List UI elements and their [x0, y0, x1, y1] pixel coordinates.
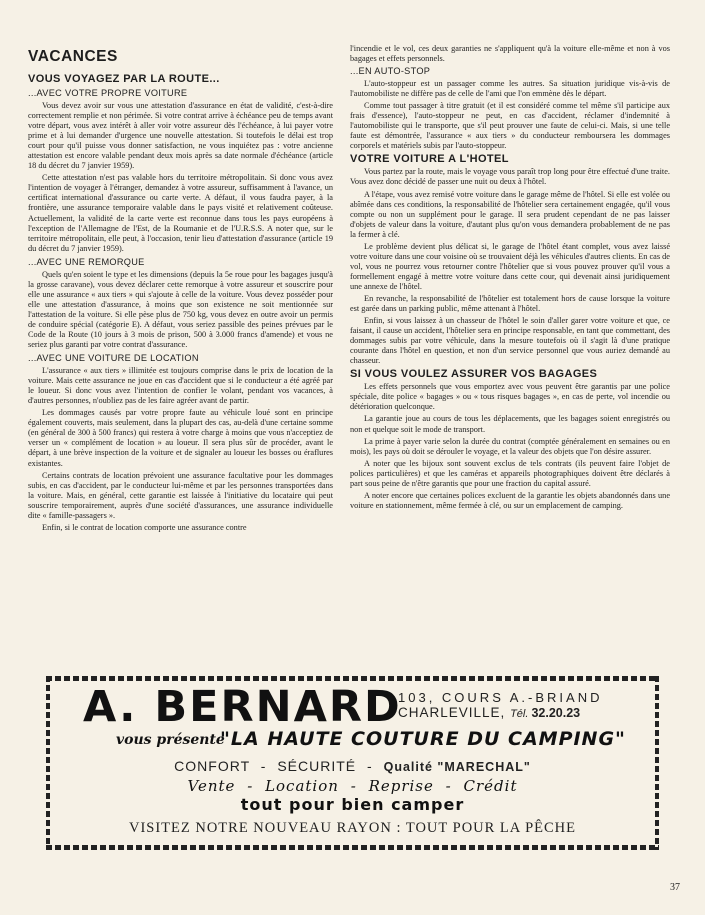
- ad-phone-label: Tél.: [510, 708, 529, 720]
- paragraph: Vous devez avoir sur vous une attestation d'assurance en état de validité, c'est-à-dire correctement remplie et non périmée. Si votre contrat arrive à échéance peu de temps avant votre départ, vous avez intérêt à aller voir votre assureur dès l'échéance, à lui payer votre prime et à lui demander d'urgence une nouvelle attestation. Si toutefois le délai est trop court pour qu'il puisse vous donner satisfaction, ne vous inquiétez pas : votre ancienne attestation est encore valable pendant deux mois après sa date normale d'échéance (article 18 du décret du 7 janvier 1959).: [28, 101, 333, 171]
- subheading-own-car: ...AVEC VOTRE PROPRE VOITURE: [28, 88, 188, 98]
- ad-separator: -: [260, 758, 267, 774]
- paragraph: Certains contrats de location prévoient une assurance facultative pour les dommages subis, en cas d'accident, par le conducteur lui-même et par les personnes transportées dans la voiture. Mais, en général, cette garantie est laissée à l'initiative du locataire qui peut souscrire temporairement, auprès d'une société d'assurances, une assurance individuelle dite « famille-passagers ».: [28, 470, 333, 520]
- ad-service: Crédit: [463, 777, 518, 795]
- paragraph: L'auto-stoppeur est un passager comme les autres. Sa situation juridique vis-à-vis de l'automobiliste ne diffère pas de celle de l'ami que l'on emmène dès le départ.: [350, 79, 670, 99]
- ad-phone-number: 32.20.23: [531, 706, 581, 720]
- subheading-rental-car: ...AVEC UNE VOITURE DE LOCATION: [28, 353, 199, 364]
- ad-visit-line: VISITEZ NOTRE NOUVEAU RAYON : TOUT POUR LA PÊCHE: [128, 820, 577, 836]
- paragraph: A l'étape, vous avez remisé votre voiture dans le garage même de l'hôtel. Si elle est volée ou abîmée dans ces conditions, la responsabilité de l'hôtelier sera certainement engagée, qu'il vous compte ou non un supplément pour le garage. Il sera prudent cependant de ne pas laisser d'objets de valeur dans la voiture, d'autant plus qu'on vous demandera probablement de ne pas la fermer à clé.: [350, 189, 670, 239]
- ad-separator: -: [445, 777, 452, 795]
- page-number: 37: [670, 882, 680, 893]
- paragraph: L'assurance « aux tiers » illimitée est toujours comprise dans le prix de location de la voiture. Mais cette assurance ne joue en cas d'accident que si le conducteur a été agréé par le loueur. Si donc vous avez l'intention de confier le volant, pendant vos vacances, à d'autres personnes, n'oubliez pas de les faire agréer avant de partir.: [28, 366, 333, 406]
- section-title-luggage: SI VOUS VOULEZ ASSURER VOS BAGAGES: [350, 368, 598, 381]
- page-title: VACANCES: [28, 48, 118, 65]
- ad-tagline: tout pour bien camper: [240, 795, 465, 814]
- paragraph: Enfin, si vous laissez à un chasseur de l'hôtel le soin d'aller garer votre voiture et que, ce faisant, il cause un accident, l'hôtelier sera en principe responsable, en tant que commettant, des dommages subis par votre véhicule, dans la mesure toutefois où il s'agit là d'une pratique courante dans l'hôtel en question, et non d'un service personnel que vous auriez demandé au chasseur.: [350, 316, 670, 366]
- paragraph: Enfin, si le contrat de location comporte une assurance contre: [42, 522, 247, 532]
- paragraph: Vous partez par la route, mais le voyage vous paraît trop long pour être effectué d'une traite. Vous avez donc décidé de passer une nuit ou deux à l'hôtel.: [350, 167, 670, 187]
- ad-brand-name: A. BERNARD: [83, 682, 402, 732]
- paragraph: Les effets personnels que vous emportez avec vous peuvent être garantis par une police spéciale, dite police « bagages » ou « tous risques bagages », en cas de perte, vol incendie ou détérioration quelconque.: [350, 382, 670, 412]
- ad-slogan: "LA HAUTE COUTURE DU CAMPING": [220, 728, 626, 750]
- paragraph: A noter encore que certaines polices excluent de la garantie les objets abandonnés dans une voiture en stationnement, même fermée à clé, ou sur un emplacement de camping.: [350, 490, 670, 510]
- ad-presents: vous présente: [116, 732, 225, 748]
- bernard-advertisement: [46, 676, 659, 850]
- paragraph: La garantie joue au cours de tous les déplacements, que les bagages soient enregistrés ou non et quelque soit le mode de transport.: [350, 414, 670, 434]
- ad-service: Vente: [187, 777, 236, 795]
- paragraph: Les dommages causés par votre propre faute au véhicule loué sont en principe également couverts, mais seulement, dans la plupart des cas, au-delà d'une certaine somme (en général de 300 à 500 francs) qui restera à votre charge à moins que vous n'acceptiez de verser un « complément de location » au loueur. Il sera plus sûr de procéder, avant le départ, à une brève inspection de la voiture et de signaler au loueur les bosses ou éraflures existantes.: [28, 408, 333, 468]
- ad-feature: Qualité "MARECHAL": [383, 760, 531, 774]
- ad-services: [46, 777, 659, 795]
- paragraph: Cette attestation n'est pas valable hors du territoire métropolitain. Si donc vous avez l'intention de voyager à l'étranger, demandez à votre assureur, suffisamment à l'avance, un certificat international d'assurance ou carte verte. A défaut, il vous faudra payer, à la frontière, une assurance temporaire valable dans le pays visité et relativement coûteuse. Actuellement, la validité de la carte verte est reconnue dans tous les pays européens à l'exception de l'Allemagne de l'Est, de la Roumanie et de l'U.R.S.S. A noter que, sur le territoire métropolitain, elle peut, à l'occasion, tenir lieu d'attestation d'assurance (article 19 du décret du 7 janvier 1959).: [28, 173, 333, 253]
- ad-phone: [510, 708, 580, 720]
- ad-service: Reprise: [368, 777, 434, 795]
- ad-features: [46, 758, 659, 774]
- ad-service: Location: [265, 777, 339, 795]
- ad-feature: CONFORT: [174, 758, 250, 774]
- ad-address-line: 103, COURS A.-BRIAND: [398, 690, 603, 705]
- ad-border: [46, 676, 659, 681]
- paragraph: Comme tout passager à titre gratuit (et il est considéré comme tel même s'il participe aux frais d'essence), l'auto-stoppeur ne peut, en cas d'accident, réclamer d'indemnité à l'automobiliste qui le transporte, que s'il peut prouver une faute de celui-ci. Mais, si une telle faute est démontrée, l'assurance « aux tiers » du conducteur remboursera les dommages corporels et matériels subis par l'auto-stoppeur.: [350, 101, 670, 151]
- ad-feature: SÉCURITÉ: [277, 758, 357, 774]
- paragraph: En revanche, la responsabilité de l'hôtelier est totalement hors de cause lorsque la voiture est garée dans un parking public, même attenant à l'hôtel.: [350, 293, 670, 314]
- section-title-route: VOUS VOYAGEZ PAR LA ROUTE...: [28, 73, 220, 85]
- ad-border: [46, 845, 659, 850]
- paragraph: Quels qu'en soient le type et les dimensions (depuis la 5e roue pour les bagages jusqu'à la grosse caravane), vous devez déclarer cette remorque à votre assureur et souscrire pour elle une assurance « aux tiers » qui s'ajoute à celle de la voiture. Vous devez posséder pour elle une attestation d'assurance, à moins que son existence ne soit mentionnée sur l'attestation de la voiture. Si elle pèse plus de 750 kg, vous devez en outre avoir un permis de conduire spécial (catégorie E). A défaut, vous seriez passible des peines prévues par le Code de la Route (10 jours à 3 mois de prison, 500 à 3.000 francs d'amende) et vous ne seriez plus garanti par votre contrat d'assurance.: [28, 269, 333, 350]
- ad-city: CHARLEVILLE,: [398, 705, 506, 720]
- left-column: [28, 44, 333, 535]
- subheading-hitchhiking: ...EN AUTO-STOP: [350, 66, 431, 77]
- ad-separator: -: [350, 777, 357, 795]
- subheading-trailer: ...AVEC UNE REMORQUE: [28, 256, 145, 267]
- ad-address-city: [398, 705, 580, 720]
- paragraph: l'incendie et le vol, ces deux garanties ne s'appliquent qu'à la voiture elle-même et non à vos bagages et effets personnels.: [350, 44, 670, 64]
- section-title-hotel: VOTRE VOITURE A L'HOTEL: [350, 153, 509, 166]
- paragraph: Le problème devient plus délicat si, le garage de l'hôtel étant complet, vous avez laissé votre voiture dans une cour voisine où se trouvaient déjà les véhicules d'autres clients. En cas de vol, vous ne pourrez vous retourner contre l'hôtelier que si vous pouvez prouver qu'il vous a formellement engagé à mettre votre voiture dans cette cour, qui devenait ainsi juridiquement une annexe de l'hôtel.: [350, 241, 670, 291]
- paragraph: La prime à payer varie selon la durée du contrat (comptée généralement en semaines ou en mois), les pays où doit se dérouler le voyage, et la valeur des objets que l'on désire assurer.: [350, 436, 670, 456]
- paragraph: A noter que les bijoux sont souvent exclus de tels contrats (ils peuvent faire l'objet de polices particulières) et que les caméras et appareils photographiques doivent être déclarés à part sous peine de n'être garantis que pour une fraction du capital assuré.: [350, 458, 670, 488]
- ad-separator: -: [247, 777, 254, 795]
- right-column: [350, 44, 670, 513]
- ad-separator: -: [367, 758, 373, 774]
